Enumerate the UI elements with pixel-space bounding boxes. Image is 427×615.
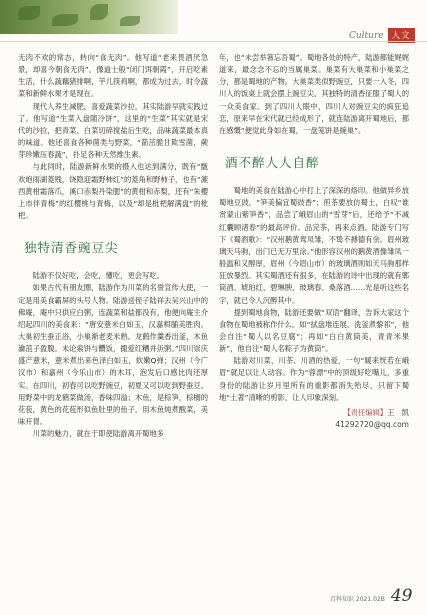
editor-name: 王 凯 — [387, 407, 409, 417]
paragraph: 川菜的魅力，就在于即使陆游离开蜀地多 — [32, 429, 164, 439]
paragraph: 年，也“未尝举箸忘吾蜀”。蜀地各处的特产，陆游都能娓娓道来，最念念不忘的当属巢菜。巢菜有大巢菜和小巢菜之分，都是蜀地的产物。大巢菜类似野豌豆，只要一入冬，四川人的饭桌上就会摆上豌豆尖，其独特的清香征服了蜀人的一众美食家。到了四川人眼中，四川人对豌豆尖的疯狂追恋，原来早在宋代就已经成形了，就连陆游离开蜀地后，都在感慨“便觉此身如在蜀，一盘笼饼是豌巢”。 — [219, 53, 409, 135]
paragraph: 陆游对川菜、川茶、川酒的热爱，一句“暖来恍若在峨眉”就足以让人动容。作为“蓉漂”中的顶级好吃嘴儿，多重身份的陆游让岁月里所有的重影都消失殆尽，只留下蜀地“土著”清晰的剪影，让人印象深刻。 — [219, 356, 409, 402]
header-banner-image — [0, 0, 178, 34]
left-column — [18, 52, 208, 440]
header-divider — [0, 41, 427, 42]
paragraph: 与此同时，陆游新鲜水果的摄入也达到满分，既有“甑欢炮雨湖菱贱，饶隐迎霜野柿红”的菱角和野柿子，也有“漉西黄柑霜落爪，溪口赤梨丹染腮”的黄柑和赤梨，还有“朱樱上市伴青梅”的红樱桃与青梅，以及“却是枇杷解满盘”的枇杷。 — [18, 162, 208, 221]
paragraph: 提到蜀地食物，陆游还要做“双语”翻译，告诉大家这个食物在蜀地被称作什么。如“拭盘堆连展，洗釜煮黎祁”，他会自注“蜀人以名豆腐”；再如“白白黄筒美，青青米果新”，他自注“蜀人名粽子为黄筒”。 — [219, 307, 409, 354]
section-label-cn: 人文 — [388, 28, 415, 43]
editor-label: 【责任编辑】 — [343, 407, 388, 417]
editor-credit — [219, 407, 409, 419]
section-heading: 酒不醉人人自醉 — [225, 155, 320, 171]
paragraph: 蜀地的美食在陆游心中打上了深深的烙印。他做异乡放蜀地豆豉，“笋美偏宜蜀豉香”；煎茶要放仿蜀土，白叹“谁赏蒙山紫笋香”，品尝了峨眉山的“雪芽”后，还给予“不减红囊顾渚春”的最高评价。品完茶，再来点酒。陆游专门写下《蜀酒歌》：“汉州鹅黄鸾凤雏，不鸷不搏德有余。眉州玻璃天马驹，出门已无万里涂。”他形容汉州的鹅黄酒像雏凤一般温和又醇厚，眉州（今眉山市）的玻璃酒则如天马驹那样狂放暴烈。其实蜀酒还有很多，在陆游的诗中出现的就有郫筒酒、琥珀红、碧琳腴、玻璃春、桑落酒……光是听这些名字，就已令人沉醉其中。 — [219, 186, 409, 305]
page-footer — [330, 586, 412, 606]
section-heading: 独特清香豌豆尖 — [24, 240, 119, 256]
paragraph: 如果古代有朋友圈，陆游作为川菜的名誉宣传大使，一定是用美食霸屏的头号人物。陆游送侄子陆祥去吴兴山中的佛庵，庵中只供应白粥，连蔬菜和盐都没有，他便向庵主介绍起四川的美食来：“唐安薏米白如玉，汉嘉栮脯美胜肉。大巢初生蚕正浴，小巢渐老麦米熟。龙鹤作羹香出釜，木鱼瀹菹子盈腹。未论索饼与饡饭，掫爱红糟并缹粥。”四川崇庆盛产薏米，薏米煮出来色泽白如玉，软嫩Q弹；汉州（今广汉市）和嘉州（今乐山市）的木耳，泡发后口感比肉还厚实。在四川，初春可以吃野豌豆，初夏又可以吃到野蚕豆。用野菜中的龙鹤菜做汤，香味四溢；木鱼，是棕笋，棕榈的花苞，黄色的花苞形似鱼肚里的鱼子，用木鱼炖煮酸菜，美味开胃。 — [18, 283, 208, 427]
paragraph: 无肉不欢的常态，转向“食无肉”。他写道“老来畏酒厌急景，却喜今朝食无肉”，像道士般“闭门饵朝霞”，开启吃素生活，什么蔬藕猪排啊，芋儿筷鸡啊，都成为过去，时令蔬菜和新鲜水果才是现在。 — [18, 53, 208, 99]
section-label-en: Culture — [349, 30, 384, 41]
paragraph: 现代人养生减肥，喜爱蔬菜沙拉，其实陆游早就实践过了。他写道“生菜入盘随冷饼”，这里的“生菜”其实就是宋代的沙拉，把青菜、白菜切碎搅盐后生吃，品味蔬菜最本真的味道。他还喜食各种菌类与野菜，“箭茁脆甘欺雪菌，蕨芽珍嫩压春蔬”，扑足各种天然维生素。 — [18, 101, 208, 160]
editor-email: 41292720@qq.com — [335, 420, 409, 430]
paragraph: 陆游不仅好吃，会吃，懂吃，更会写吃。 — [32, 271, 164, 281]
right-column — [219, 52, 409, 429]
page-number: 49 — [390, 586, 413, 606]
footer-source: 百科知识 2021.02B — [330, 596, 385, 603]
